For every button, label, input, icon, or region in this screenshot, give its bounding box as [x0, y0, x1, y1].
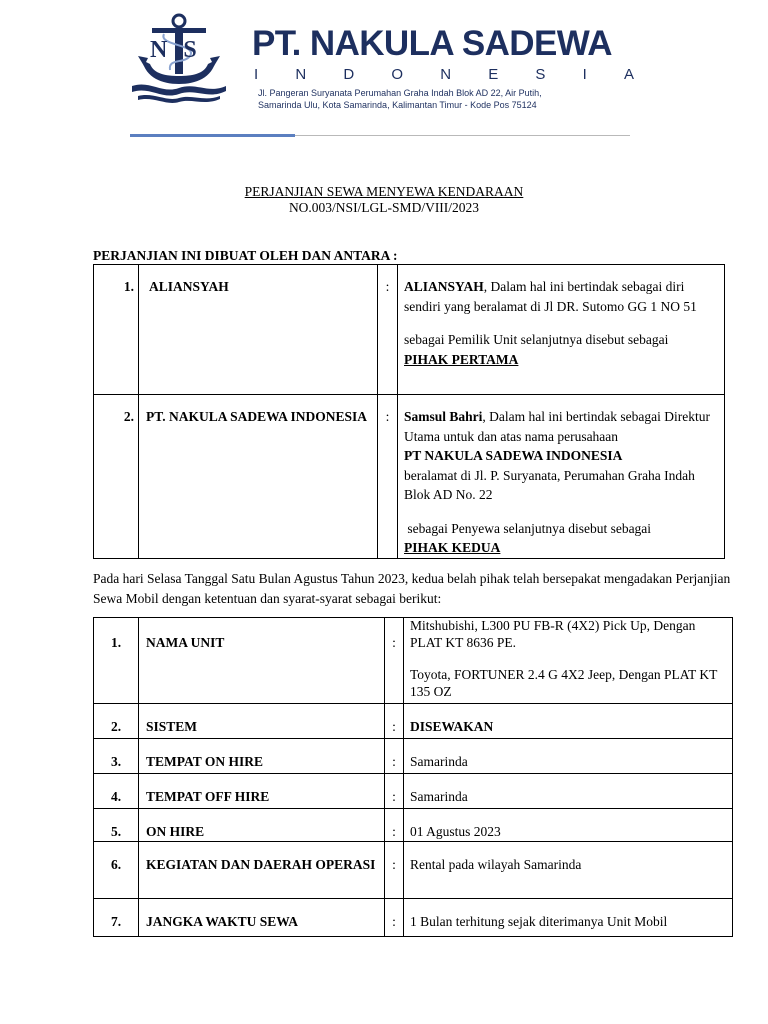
detail-colon: : — [385, 739, 404, 774]
intro-heading: PERJANJIAN INI DIBUAT OLEH DAN ANTARA : — [93, 248, 398, 263]
party-number: 2. — [94, 395, 139, 559]
detail-value: Samarinda — [404, 739, 733, 774]
table-row — [94, 809, 733, 842]
detail-value: Mitshubishi, L300 PU FB-R (4X2) Pick Up, Dengan PLAT KT 8636 PE. Toyota, FORTUNER 2.4 G 4X2 Jeep, Dengan PLAT KT 135 OZ — [404, 618, 733, 704]
details-table — [93, 617, 733, 937]
table-row — [94, 395, 725, 559]
detail-colon: : — [385, 618, 404, 704]
party-number: 1. — [94, 265, 139, 395]
logo-letters: NS — [150, 37, 213, 63]
detail-label: TEMPAT OFF HIRE — [139, 774, 385, 809]
party-description: Samsul Bahri, Dalam hal ini bertindak sebagai Direktur Utama untuk dan atas nama perusahaan PT NAKULA SADEWA INDONESIA beralamat di Jl. P. Suryanata, Perumahan Graha Indah Blok AD No. 22 sebagai Penyewa selanjutnya disebut sebagai PIHAK KEDUA — [398, 395, 725, 559]
table-row — [94, 774, 733, 809]
detail-number: 7. — [94, 899, 139, 937]
document-title: PERJANJIAN SEWA MENYEWA KENDARAAN — [244, 184, 524, 199]
detail-number: 3. — [94, 739, 139, 774]
detail-label: JANGKA WAKTU SEWA — [139, 899, 385, 937]
parties-table — [93, 264, 725, 559]
detail-colon: : — [385, 774, 404, 809]
header-accent-bar — [130, 134, 295, 137]
table-row — [94, 618, 733, 704]
detail-value: Samarinda — [404, 774, 733, 809]
detail-colon: : — [385, 899, 404, 937]
party-name: PT. NAKULA SADEWA INDONESIA — [139, 395, 378, 559]
agreement-paragraph: Pada hari Selasa Tanggal Satu Bulan Agustus Tahun 2023, kedua belah pihak telah bersepakat mengadakan Perjanjian Sewa Mobil dengan ketentuan dan syarat-syarat sebagai berikut: — [93, 571, 731, 606]
party-description: ALIANSYAH, Dalam hal ini bertindak sebagai diri sendiri yang beralamat di Jl DR. Sutomo GG 1 NO 51 sebagai Pemilik Unit selanjutnya disebut sebagai PIHAK PERTAMA — [398, 265, 725, 395]
detail-value: 01 Agustus 2023 — [404, 809, 733, 842]
detail-value: DISEWAKAN — [404, 704, 733, 739]
detail-number: 1. — [94, 618, 139, 704]
table-row — [94, 899, 733, 937]
detail-label: TEMPAT ON HIRE — [139, 739, 385, 774]
party-colon: : — [378, 395, 398, 559]
detail-label: SISTEM — [139, 704, 385, 739]
detail-label: NAMA UNIT — [139, 618, 385, 704]
company-address: Jl. Pangeran Suryanata Perumahan Graha Indah Blok AD 22, Air Putih, Samarinda Ulu, Kota Samarinda, Kalimantan Timur - Kode Pos 75124 — [258, 88, 542, 110]
party-name: ALIANSYAH — [139, 265, 378, 395]
party-role: PIHAK KEDUA — [404, 540, 501, 555]
detail-colon: : — [385, 704, 404, 739]
table-row — [94, 704, 733, 739]
detail-number: 5. — [94, 809, 139, 842]
party-role: PIHAK PERTAMA — [404, 351, 519, 367]
detail-label: ON HIRE — [139, 809, 385, 842]
table-row — [94, 842, 733, 899]
detail-value: 1 Bulan terhitung sejak diterimanya Unit Mobil — [404, 899, 733, 937]
table-row — [94, 739, 733, 774]
detail-number: 6. — [94, 842, 139, 899]
party-colon: : — [378, 265, 398, 395]
document-number: NO.003/NSI/LGL-SMD/VIII/2023 — [288, 200, 480, 215]
detail-label: KEGIATAN DAN DAERAH OPERASI — [139, 842, 385, 899]
company-name: PT. NAKULA SADEWA — [252, 24, 612, 63]
detail-colon: : — [385, 842, 404, 899]
detail-value: Rental pada wilayah Samarinda — [404, 842, 733, 899]
detail-number: 4. — [94, 774, 139, 809]
detail-number: 2. — [94, 704, 139, 739]
detail-colon: : — [385, 809, 404, 842]
company-subtitle: I N D O N E S I A — [254, 66, 634, 83]
table-row — [94, 265, 725, 395]
